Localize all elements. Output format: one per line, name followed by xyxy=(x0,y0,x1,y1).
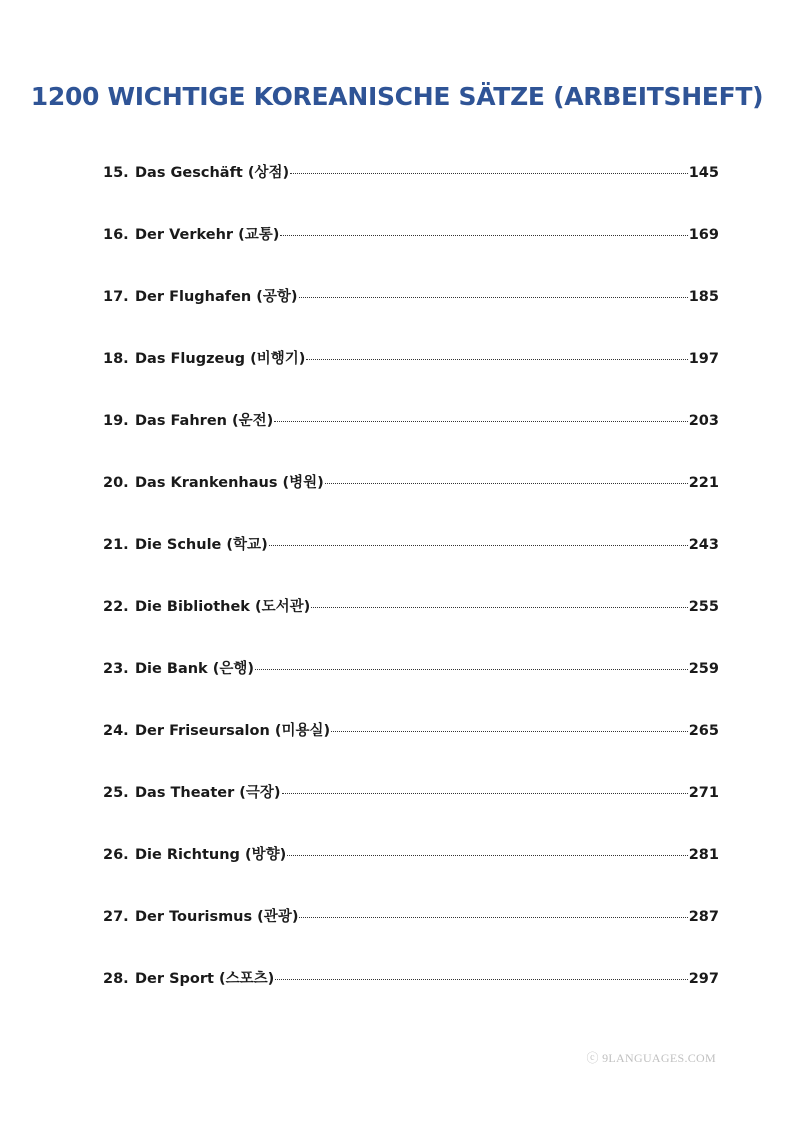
toc-entry[interactable] xyxy=(103,658,719,720)
dot-leader xyxy=(306,359,687,360)
toc-entry-number: 16. xyxy=(103,227,129,243)
dot-leader xyxy=(274,421,687,422)
toc-entry[interactable] xyxy=(103,782,719,844)
toc-entry-number: 27. xyxy=(103,909,129,925)
toc-entry-page: 243 xyxy=(688,537,719,553)
toc-entry-number: 25. xyxy=(103,785,129,801)
toc-entry-number: 17. xyxy=(103,289,129,305)
toc-entry[interactable] xyxy=(103,286,719,348)
toc-entry-page: 169 xyxy=(688,227,719,243)
toc-entry-page: 203 xyxy=(688,413,719,429)
toc-entry-page: 259 xyxy=(688,661,719,677)
toc-entry[interactable] xyxy=(103,534,719,596)
toc-entry-page: 255 xyxy=(688,599,719,615)
toc-entry-label: Das Theater (극장) xyxy=(135,785,281,801)
dot-leader xyxy=(311,607,687,608)
toc-entry-label: Das Geschäft (상점) xyxy=(135,165,290,181)
table-of-contents xyxy=(103,162,719,1030)
copyright-watermark: ⓒ 9LANGUAGES.COM xyxy=(586,1051,716,1065)
toc-entry-label: Die Bibliothek (도서관) xyxy=(135,599,311,615)
dot-leader xyxy=(275,979,687,980)
toc-entry[interactable] xyxy=(103,596,719,658)
toc-entry[interactable] xyxy=(103,162,719,224)
toc-entry-number: 22. xyxy=(103,599,129,615)
toc-entry-number: 24. xyxy=(103,723,129,739)
dot-leader xyxy=(269,545,688,546)
toc-entry-label: Der Verkehr (교통) xyxy=(135,227,280,243)
toc-entry-label: Der Tourismus (관광) xyxy=(135,909,299,925)
toc-entry-page: 265 xyxy=(688,723,719,739)
dot-leader xyxy=(331,731,688,732)
toc-entry[interactable] xyxy=(103,844,719,906)
toc-entry-number: 15. xyxy=(103,165,129,181)
toc-entry-page: 185 xyxy=(688,289,719,305)
toc-entry-number: 18. xyxy=(103,351,129,367)
toc-entry[interactable] xyxy=(103,472,719,534)
toc-entry-page: 197 xyxy=(688,351,719,367)
toc-entry-number: 28. xyxy=(103,971,129,987)
toc-entry-page: 297 xyxy=(688,971,719,987)
dot-leader xyxy=(299,917,687,918)
toc-entry[interactable] xyxy=(103,348,719,410)
dot-leader xyxy=(280,235,687,236)
dot-leader xyxy=(325,483,688,484)
toc-entry[interactable] xyxy=(103,906,719,968)
dot-leader xyxy=(255,669,688,670)
toc-entry-number: 26. xyxy=(103,847,129,863)
toc-entry[interactable] xyxy=(103,720,719,782)
toc-entry-number: 20. xyxy=(103,475,129,491)
toc-entry-label: Der Flughafen (공항) xyxy=(135,289,298,305)
toc-entry-label: Der Friseursalon (미용실) xyxy=(135,723,331,739)
toc-entry-label: Das Fahren (운전) xyxy=(135,413,274,429)
toc-entry-number: 19. xyxy=(103,413,129,429)
toc-entry-label: Der Sport (스포츠) xyxy=(135,971,275,987)
dot-leader xyxy=(287,855,688,856)
toc-entry-page: 287 xyxy=(688,909,719,925)
toc-entry-label: Die Richtung (방향) xyxy=(135,847,287,863)
toc-entry-page: 145 xyxy=(688,165,719,181)
toc-entry-label: Das Flugzeug (비행기) xyxy=(135,351,306,367)
toc-entry-page: 281 xyxy=(688,847,719,863)
toc-entry-page: 271 xyxy=(688,785,719,801)
dot-leader xyxy=(299,297,688,298)
toc-entry-number: 23. xyxy=(103,661,129,677)
dot-leader xyxy=(290,173,688,174)
toc-entry-label: Das Krankenhaus (병원) xyxy=(135,475,324,491)
toc-entry[interactable] xyxy=(103,224,719,286)
toc-entry[interactable] xyxy=(103,410,719,472)
dot-leader xyxy=(282,793,688,794)
document-title: 1200 WICHTIGE KOREANISCHE SÄTZE (ARBEITSHEFT) xyxy=(30,82,764,111)
toc-entry[interactable] xyxy=(103,968,719,1030)
toc-entry-number: 21. xyxy=(103,537,129,553)
toc-entry-page: 221 xyxy=(688,475,719,491)
toc-entry-label: Die Bank (은행) xyxy=(135,661,255,677)
toc-entry-label: Die Schule (학교) xyxy=(135,537,268,553)
